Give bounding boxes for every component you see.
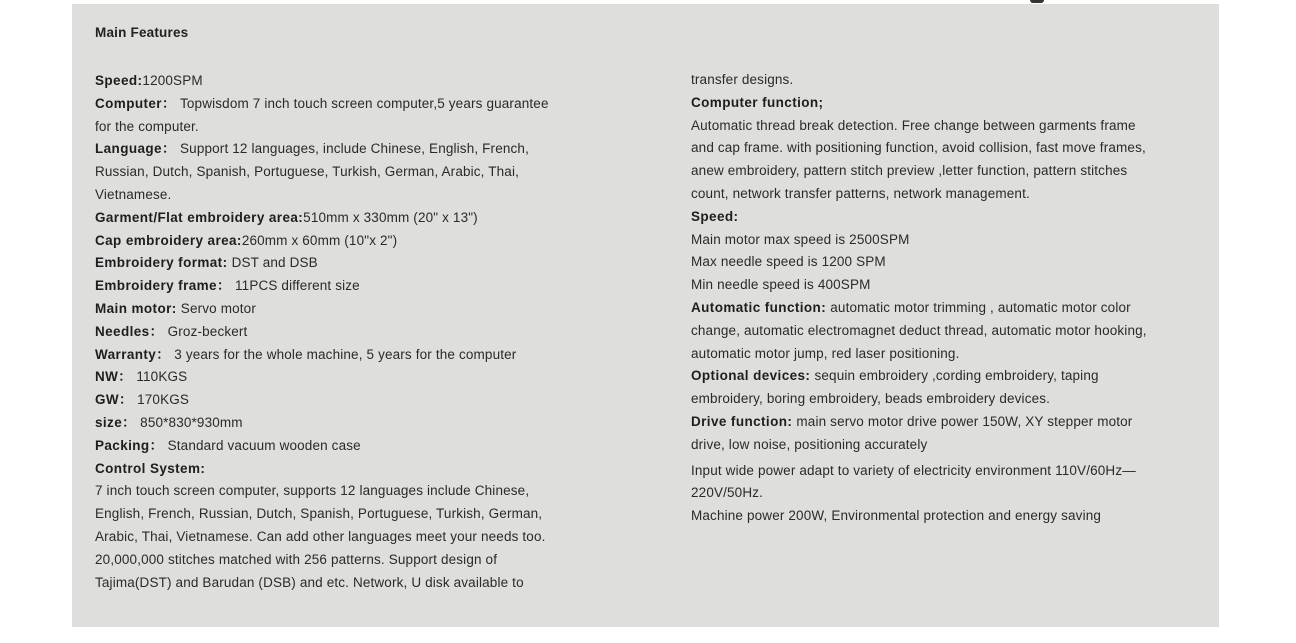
spec-line [691, 482, 1231, 505]
spec-value: Automatic thread break detection. Free change between garments frame [691, 117, 1136, 133]
spec-value: 7 inch touch screen computer, supports 12 languages include Chinese, [95, 483, 530, 499]
spec-line [95, 184, 635, 207]
spec-value: automatic motor trimming , automatic motor color [830, 299, 1131, 315]
spec-value: Topwisdom 7 inch touch screen computer,5 years guarantee [180, 95, 549, 111]
spec-line [95, 572, 635, 595]
spec-value: transfer designs. [691, 72, 794, 87]
spec-label: Computer： [95, 95, 180, 111]
spec-line [691, 229, 1231, 252]
spec-value: 3 years for the whole machine, 5 years for the computer [174, 346, 517, 362]
spec-line [691, 343, 1231, 366]
spec-value: Machine power 200W, Environmental protection and energy saving [691, 508, 1102, 524]
spec-value: 260mm x 60mm (10"x 2") [241, 232, 398, 248]
spec-line [691, 411, 1231, 434]
spec-line [95, 435, 635, 458]
spec-line [691, 505, 1231, 528]
spec-label: Needles： [95, 323, 168, 339]
spec-value: for the computer. [95, 118, 199, 134]
spec-line [95, 321, 635, 344]
spec-label: Embroidery frame： [95, 278, 235, 294]
spec-value: automatic motor jump, red laser positioning. [691, 345, 960, 361]
spec-value: Main motor max speed is 2500SPM [691, 231, 910, 247]
spec-value: Input wide power adapt to variety of electricity environment 110V/60Hz— [691, 462, 1136, 478]
spec-line [691, 434, 1231, 457]
spec-value: Max needle speed is 1200 SPM [691, 254, 886, 270]
spec-value: Tajima(DST) and Barudan (DSB) and etc. Network, U disk available to [95, 574, 524, 590]
spec-line [95, 526, 635, 549]
spec-line [691, 388, 1231, 411]
spec-value: change, automatic electromagnet deduct thread, automatic motor hooking, [691, 322, 1147, 338]
main-features-panel [72, 4, 1219, 627]
spec-value: drive, low noise, positioning accurately [691, 436, 928, 452]
spec-line [691, 460, 1231, 483]
spec-label: Control System: [95, 460, 206, 476]
spec-label: Warranty： [95, 346, 175, 362]
spec-line [95, 344, 635, 367]
spec-value: 850*830*930mm [140, 414, 243, 430]
spec-line [95, 93, 635, 116]
spec-value: count, network transfer patterns, network management. [691, 185, 1030, 201]
spec-value: Min needle speed is 400SPM [691, 277, 871, 293]
spec-label: Automatic function: [691, 299, 831, 315]
spec-value: Vietnamese. [95, 186, 172, 202]
spec-line [95, 70, 635, 93]
spec-value: Support 12 languages, include Chinese, English, French, [180, 141, 529, 157]
spec-line [95, 275, 635, 298]
spec-label: NW： [95, 369, 137, 385]
spec-label: GW： [95, 392, 138, 408]
spec-value: main servo motor drive power 150W, XY stepper motor [796, 413, 1133, 429]
spec-line [95, 252, 635, 275]
spec-value: and cap frame. with positioning function, avoid collision, fast move frames, [691, 140, 1146, 156]
spec-value: English, French, Russian, Dutch, Spanish, Portuguese, Turkish, German, [95, 506, 543, 522]
spec-value: 1200SPM [142, 73, 203, 88]
spec-value: Groz-beckert [167, 323, 248, 339]
spec-line [691, 251, 1231, 274]
spec-line [691, 274, 1231, 297]
spec-value: 170KGS [137, 392, 190, 408]
spec-line [95, 549, 635, 572]
spec-label: Language： [95, 141, 181, 157]
spec-line [95, 116, 635, 139]
spec-line [95, 458, 635, 481]
spec-line [95, 230, 635, 253]
spec-line [95, 503, 635, 526]
spec-line [691, 115, 1231, 138]
spec-line [691, 160, 1231, 183]
spec-line [691, 69, 1231, 92]
spec-line [95, 480, 635, 503]
spec-label: Optional devices: [691, 368, 815, 384]
spec-value: sequin embroidery ,cording embroidery, taping [814, 368, 1099, 384]
spec-line [95, 412, 635, 435]
left-column [95, 70, 635, 594]
spec-label: Garment/Flat embroidery area: [95, 209, 304, 225]
spec-line [95, 389, 635, 412]
right-column [691, 69, 1231, 528]
spec-label: Cap embroidery area: [95, 232, 242, 248]
spec-label: Computer function; [691, 94, 824, 110]
spec-value: embroidery, boring embroidery, beads embroidery devices. [691, 391, 1051, 407]
spec-line [691, 297, 1231, 320]
spec-line [691, 365, 1231, 388]
top-edge-artifact [1030, 0, 1044, 3]
spec-value: 510mm x 330mm (20" x 13") [303, 209, 478, 225]
spec-line [691, 320, 1231, 343]
spec-line [691, 206, 1231, 229]
spec-value: 110KGS [136, 369, 188, 385]
spec-value: DST and DSB [231, 255, 318, 271]
spec-label: Packing： [95, 437, 168, 453]
spec-label: Embroidery format: [95, 255, 232, 271]
spec-line [95, 366, 635, 389]
spec-line [691, 183, 1231, 206]
spec-label: size： [95, 414, 141, 430]
spec-line [95, 138, 635, 161]
spec-value: 220V/50Hz. [691, 485, 764, 501]
spec-line [95, 161, 635, 184]
spec-value: 11PCS different size [235, 278, 360, 294]
spec-line [95, 207, 635, 230]
spec-label: Drive function: [691, 413, 797, 429]
spec-value: 20,000,000 stitches matched with 256 patterns. Support design of [95, 551, 498, 567]
spec-value: Standard vacuum wooden case [167, 437, 361, 453]
spec-line [691, 92, 1231, 115]
section-title: Main Features [95, 25, 189, 40]
spec-line [691, 137, 1231, 160]
spec-label: Speed: [95, 73, 143, 88]
spec-value: Servo motor [180, 300, 256, 316]
spec-value: Russian, Dutch, Spanish, Portuguese, Turkish, German, Arabic, Thai, [95, 164, 520, 180]
spec-label: Speed: [691, 208, 739, 224]
spec-label: Main motor: [95, 300, 181, 316]
spec-value: anew embroidery, pattern stitch preview ,letter function, pattern stitches [691, 163, 1128, 179]
spec-value: Arabic, Thai, Vietnamese. Can add other languages meet your needs too. [95, 528, 546, 544]
spec-line [95, 298, 635, 321]
